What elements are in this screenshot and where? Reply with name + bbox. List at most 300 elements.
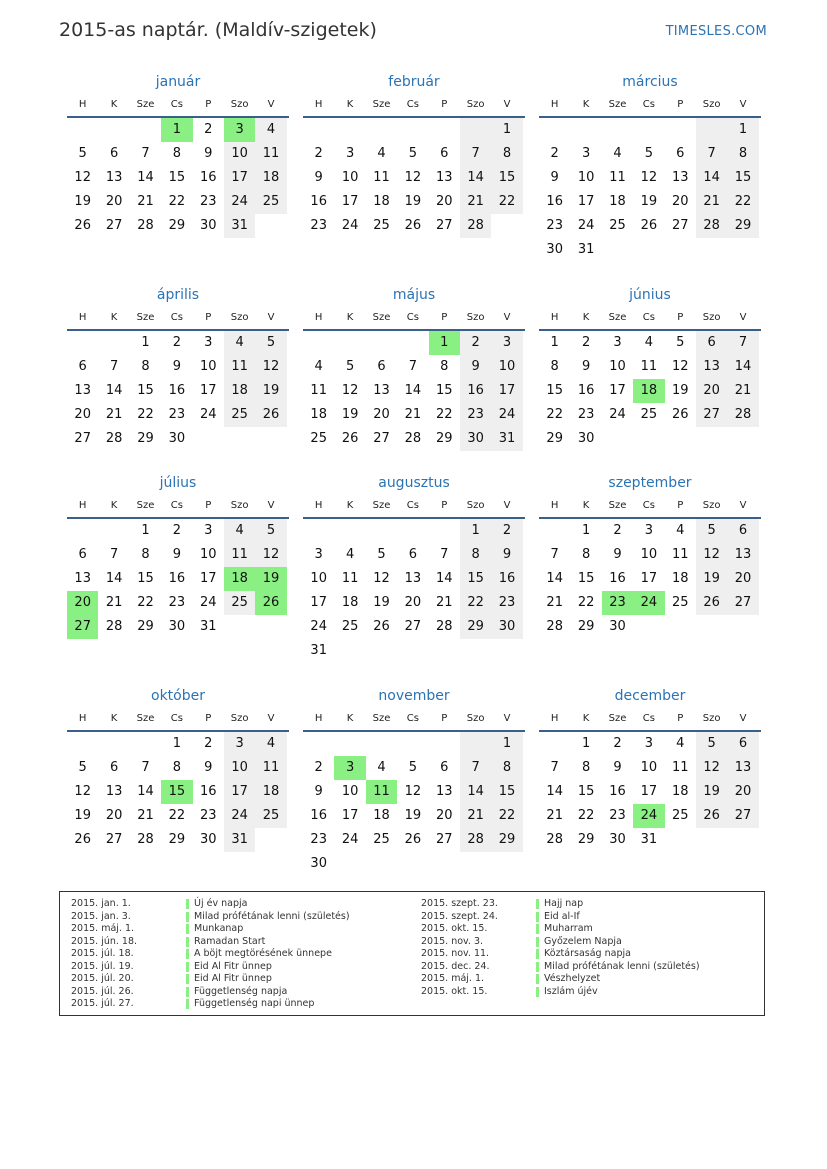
holiday-marker (186, 912, 189, 922)
weekday-label: Cs (170, 712, 183, 724)
day-cell: 25 (671, 595, 689, 610)
legend-date: 2015. nov. 3. (421, 935, 484, 947)
month-name: november (378, 688, 450, 704)
day-cell: 28 (460, 214, 491, 238)
weekday-label: V (503, 712, 511, 724)
day-cell: 14 (546, 784, 563, 799)
legend-date: 2015. júl. 20. (71, 973, 134, 984)
empty-cell (602, 427, 633, 451)
day-cell: 7 (550, 760, 559, 775)
empty-cell (633, 427, 664, 451)
day-cell: 29 (727, 214, 758, 238)
day-cell: 21 (460, 190, 491, 214)
weekday-label: Cs (642, 311, 655, 323)
empty-cell (539, 732, 570, 756)
day-cell: 2 (204, 122, 213, 137)
empty-cell (539, 519, 570, 543)
day-cell: 5 (644, 146, 653, 161)
day-cell: 9 (204, 146, 213, 161)
empty-cell (460, 118, 491, 142)
weekday-label: Sze (608, 712, 627, 724)
empty-cell (130, 732, 161, 756)
empty-cell (429, 118, 460, 142)
day-cell: 14 (696, 166, 727, 190)
weekday-label: Cs (170, 499, 183, 511)
day-cell: 15 (727, 166, 758, 190)
month-9 (539, 473, 761, 639)
day-cell: 23 (199, 808, 217, 823)
day-cell: 12 (255, 543, 286, 567)
day-cell: 31 (199, 619, 217, 634)
holiday-marker (186, 949, 189, 959)
day-cell: 25 (640, 407, 658, 422)
legend-row (60, 911, 350, 924)
day-cell: 6 (696, 331, 727, 355)
day-cell: 26 (640, 218, 658, 233)
legend-holiday-name: Köztársaság napja (544, 948, 631, 959)
day-cell: 18 (255, 166, 286, 190)
empty-cell (633, 615, 664, 639)
legend-date: 2015. júl. 27. (71, 998, 134, 1009)
day-cell: 23 (577, 407, 595, 422)
day-cell: 2 (314, 760, 323, 775)
day-cell: 16 (168, 383, 186, 398)
day-cell: 7 (109, 359, 119, 374)
day-cell: 5 (408, 146, 417, 161)
day-cell: 27 (404, 619, 422, 634)
empty-cell (334, 732, 365, 756)
empty-cell (303, 732, 334, 756)
day-cell: 17 (609, 383, 626, 398)
empty-cell (303, 331, 334, 355)
day-cell: 21 (404, 407, 422, 422)
empty-cell (727, 427, 758, 451)
empty-cell (366, 639, 397, 663)
day-cell: 16 (168, 571, 186, 586)
day-cell: 14 (460, 780, 491, 804)
day-cell: 10 (341, 170, 359, 185)
day-cell: 12 (341, 383, 359, 398)
day-cell: 18 (373, 194, 390, 209)
weekday-header (67, 493, 289, 519)
weekday-label: K (346, 311, 354, 323)
weekday-label: Szo (466, 98, 485, 110)
day-cell: 13 (373, 383, 390, 398)
legend-date: 2015. okt. 15. (421, 985, 488, 997)
day-cell: 2 (314, 146, 323, 161)
day-cell: 16 (609, 571, 626, 586)
day-cell: 14 (460, 166, 491, 190)
day-cell: 24 (199, 407, 217, 422)
empty-cell (255, 615, 286, 639)
weekday-label: Sze (136, 98, 155, 110)
day-cell: 21 (105, 595, 123, 610)
weekday-header (303, 706, 525, 732)
day-cell: 7 (141, 146, 150, 161)
weekday-label: K (582, 311, 590, 323)
day-cell: 28 (137, 832, 154, 847)
day-cell: 21 (137, 808, 154, 823)
day-cell: 27 (696, 403, 727, 427)
holiday-day: 11 (366, 780, 397, 804)
day-cell: 11 (224, 355, 255, 379)
day-cell: 10 (341, 784, 359, 799)
empty-cell (397, 519, 428, 543)
holiday-marker (536, 912, 539, 922)
legend-row (60, 986, 350, 999)
day-cell: 24 (224, 804, 255, 828)
legend-date: 2015. jan. 3. (71, 910, 131, 922)
day-cell: 1 (581, 736, 591, 751)
empty-cell (366, 519, 397, 543)
day-cell: 6 (78, 359, 87, 374)
day-cell: 2 (581, 335, 591, 350)
weekday-label: P (441, 712, 448, 724)
day-cell: 22 (491, 190, 522, 214)
weekday-label: V (503, 311, 511, 323)
day-cell: 3 (314, 547, 323, 562)
day-cell: 23 (168, 407, 186, 422)
day-cell: 18 (310, 407, 327, 422)
day-cell: 30 (168, 431, 186, 446)
day-cell: 29 (491, 828, 522, 852)
day-cell: 29 (577, 832, 595, 847)
weekday-label: Cs (170, 98, 183, 110)
day-cell: 22 (137, 595, 154, 610)
empty-cell (429, 639, 460, 663)
holiday-day: 26 (255, 591, 286, 615)
day-cell: 20 (727, 780, 758, 804)
day-cell: 13 (696, 355, 727, 379)
day-cell: 3 (491, 331, 522, 355)
day-cell: 27 (373, 431, 390, 446)
legend-holiday-name: Milad prófétának lenni (születés) (194, 910, 350, 922)
day-cell: 3 (204, 523, 213, 538)
weekday-label: H (78, 499, 87, 511)
day-cell: 1 (581, 523, 591, 538)
day-cell: 7 (696, 142, 727, 166)
empty-cell (633, 118, 664, 142)
weekday-label: V (267, 499, 275, 511)
weekday-label: V (503, 98, 511, 110)
holiday-day: 24 (633, 804, 664, 828)
legend-date: 2015. júl. 26. (71, 985, 134, 997)
empty-cell (460, 639, 491, 663)
day-cell: 20 (696, 379, 727, 403)
day-cell: 8 (440, 359, 449, 374)
day-cell: 23 (310, 832, 327, 847)
day-cell: 27 (727, 804, 758, 828)
holiday-marker (186, 937, 189, 947)
day-cell: 19 (341, 407, 359, 422)
legend-holiday-name: Milad prófétának lenni (születés) (544, 960, 700, 972)
day-cell: 13 (404, 571, 422, 586)
weekday-label: P (441, 98, 448, 110)
day-cell: 19 (696, 567, 727, 591)
day-cell: 2 (491, 519, 522, 543)
weekday-header (67, 706, 289, 732)
legend-row (60, 948, 350, 961)
day-cell: 17 (640, 571, 658, 586)
day-cell: 28 (460, 828, 491, 852)
day-grid (303, 118, 525, 238)
weekday-label: V (267, 98, 275, 110)
day-cell: 25 (341, 619, 359, 634)
day-cell: 14 (404, 383, 422, 398)
day-cell: 23 (609, 808, 626, 823)
weekday-label: H (314, 311, 323, 323)
day-cell: 9 (613, 760, 622, 775)
day-cell: 1 (491, 118, 522, 142)
day-cell: 14 (546, 571, 563, 586)
day-cell: 30 (168, 619, 186, 634)
weekday-label: V (739, 98, 747, 110)
legend-date: 2015. szept. 23. (421, 898, 498, 909)
holiday-marker (536, 974, 539, 984)
legend-holiday-name: Ramadan Start (194, 935, 266, 947)
day-grid (67, 519, 289, 639)
day-cell: 9 (550, 170, 559, 185)
empty-cell (224, 615, 255, 639)
empty-cell (67, 118, 98, 142)
day-cell: 1 (460, 519, 491, 543)
weekday-label: Sze (372, 98, 391, 110)
day-cell: 28 (404, 431, 422, 446)
empty-cell (366, 118, 397, 142)
day-cell: 21 (727, 379, 758, 403)
day-cell: 16 (609, 784, 626, 799)
holiday-day: 18 (224, 567, 255, 591)
day-cell: 31 (491, 427, 522, 451)
empty-cell (539, 118, 570, 142)
day-cell: 3 (581, 146, 591, 161)
weekday-label: P (677, 311, 684, 323)
empty-cell (303, 519, 334, 543)
day-cell: 5 (78, 760, 87, 775)
day-cell: 29 (577, 619, 595, 634)
day-cell: 24 (577, 218, 595, 233)
day-cell: 8 (581, 547, 591, 562)
weekday-header (303, 493, 525, 519)
day-cell: 26 (255, 403, 286, 427)
day-cell: 8 (727, 142, 758, 166)
weekday-label: Cs (406, 311, 419, 323)
legend-holiday-name: Eid Al Fitr ünnep (194, 973, 272, 984)
legend-date: 2015. júl. 19. (71, 960, 134, 972)
legend-holiday-name: Muharram (544, 923, 593, 934)
legend-holiday-name: A böjt megtörésének ünnepe (194, 948, 332, 959)
day-cell: 17 (577, 194, 595, 209)
day-cell: 28 (546, 832, 563, 847)
day-cell: 7 (440, 547, 449, 562)
weekday-label: H (78, 712, 87, 724)
weekday-label: P (677, 98, 684, 110)
weekday-label: Sze (136, 499, 155, 511)
day-cell: 11 (310, 383, 327, 398)
empty-cell (429, 732, 460, 756)
day-cell: 17 (224, 166, 255, 190)
weekday-label: Szo (466, 712, 485, 724)
day-cell: 6 (727, 519, 758, 543)
empty-cell (366, 331, 397, 355)
day-cell: 28 (137, 218, 154, 233)
weekday-label: H (314, 712, 323, 724)
empty-cell (67, 732, 98, 756)
weekday-label: Sze (372, 499, 391, 511)
day-cell: 22 (577, 808, 595, 823)
day-cell: 29 (435, 431, 453, 446)
day-cell: 15 (435, 383, 453, 398)
empty-cell (98, 732, 129, 756)
empty-cell (303, 118, 334, 142)
day-cell: 1 (141, 523, 150, 538)
weekday-label: V (739, 712, 747, 724)
empty-cell (224, 427, 255, 451)
weekday-label: V (503, 499, 511, 511)
day-cell: 14 (435, 571, 453, 586)
day-cell: 20 (105, 194, 123, 209)
day-cell: 24 (341, 832, 359, 847)
legend-date: 2015. dec. 24. (421, 960, 490, 972)
empty-cell (665, 615, 696, 639)
day-cell: 14 (105, 571, 123, 586)
site-link[interactable]: TIMESLES.COM (665, 24, 767, 39)
day-cell: 17 (199, 383, 217, 398)
day-cell: 5 (696, 519, 727, 543)
day-cell: 4 (314, 359, 323, 374)
day-cell: 1 (141, 335, 150, 350)
weekday-label: P (677, 712, 684, 724)
day-cell: 15 (491, 780, 522, 804)
legend-holiday-name: Vészhelyzet (544, 973, 601, 984)
empty-cell (696, 238, 727, 262)
month-10 (67, 686, 289, 852)
legend-row (60, 936, 350, 949)
day-cell: 30 (199, 832, 217, 847)
day-cell: 23 (168, 595, 186, 610)
day-cell: 29 (460, 615, 491, 639)
day-cell: 9 (460, 355, 491, 379)
day-cell: 23 (491, 591, 522, 615)
legend-holiday-name: Eid al-If (544, 910, 580, 922)
legend-date: 2015. máj. 1. (421, 973, 485, 984)
day-cell: 4 (644, 335, 653, 350)
day-cell: 10 (199, 359, 217, 374)
day-cell: 9 (172, 359, 181, 374)
day-cell: 12 (404, 784, 422, 799)
day-cell: 26 (404, 218, 422, 233)
day-cell: 18 (255, 780, 286, 804)
empty-cell (130, 118, 161, 142)
empty-cell (727, 238, 758, 262)
empty-cell (397, 852, 428, 876)
day-cell: 19 (404, 194, 422, 209)
legend-row (60, 998, 350, 1011)
day-cell: 28 (546, 619, 563, 634)
day-cell: 24 (609, 407, 626, 422)
day-cell: 25 (224, 403, 255, 427)
legend-holiday-name: Eid Al Fitr ünnep (194, 960, 272, 972)
day-cell: 3 (204, 335, 213, 350)
day-cell: 17 (491, 379, 522, 403)
month-name: június (629, 287, 671, 303)
legend-row (410, 898, 700, 911)
day-cell: 6 (408, 547, 417, 562)
month-11 (303, 686, 525, 876)
weekday-label: K (346, 712, 354, 724)
weekday-label: H (314, 98, 323, 110)
weekday-label: Sze (372, 712, 391, 724)
holiday-day: 27 (67, 615, 98, 639)
day-cell: 10 (609, 359, 626, 374)
day-cell: 11 (640, 359, 658, 374)
day-cell: 28 (435, 619, 453, 634)
legend-date: 2015. okt. 15. (421, 923, 488, 934)
day-cell: 14 (137, 170, 154, 185)
day-grid (67, 732, 289, 852)
day-cell: 10 (199, 547, 217, 562)
day-cell: 16 (310, 808, 327, 823)
weekday-label: H (550, 311, 559, 323)
legend-date: 2015. máj. 1. (71, 923, 135, 934)
day-cell: 4 (377, 146, 386, 161)
month-7 (67, 473, 289, 639)
day-cell: 18 (373, 808, 390, 823)
day-cell: 22 (546, 407, 563, 422)
day-cell: 9 (491, 543, 522, 567)
day-cell: 26 (671, 407, 689, 422)
legend-row (60, 898, 350, 911)
day-cell: 18 (224, 379, 255, 403)
weekday-label: Sze (608, 499, 627, 511)
day-cell: 5 (255, 331, 286, 355)
legend-date: 2015. jan. 1. (71, 898, 131, 909)
day-cell: 17 (341, 808, 359, 823)
empty-cell (727, 828, 758, 852)
month-name: január (155, 74, 201, 90)
holiday-day: 3 (224, 118, 255, 142)
month-name: február (388, 74, 440, 90)
day-grid (67, 331, 289, 451)
weekday-label: Szo (230, 499, 249, 511)
day-cell: 29 (137, 619, 154, 634)
holiday-marker (536, 924, 539, 934)
holiday-day: 1 (429, 331, 460, 355)
day-cell: 8 (141, 547, 150, 562)
weekday-label: V (739, 311, 747, 323)
day-cell: 26 (74, 832, 91, 847)
day-cell: 6 (440, 760, 449, 775)
weekday-label: Szo (466, 499, 485, 511)
day-cell: 26 (373, 619, 390, 634)
empty-cell (491, 852, 522, 876)
day-cell: 13 (671, 170, 689, 185)
day-cell: 30 (491, 615, 522, 639)
day-cell: 25 (373, 832, 390, 847)
day-cell: 19 (74, 194, 91, 209)
day-cell: 10 (577, 170, 595, 185)
day-cell: 4 (676, 736, 685, 751)
day-cell: 19 (640, 194, 658, 209)
day-cell: 9 (581, 359, 591, 374)
legend-holiday-name: Függetlenség napja (194, 985, 288, 997)
day-cell: 13 (74, 383, 91, 398)
day-cell: 28 (105, 619, 123, 634)
day-cell: 31 (577, 242, 595, 257)
weekday-label: Cs (406, 712, 419, 724)
empty-cell (665, 828, 696, 852)
day-grid (303, 732, 525, 876)
